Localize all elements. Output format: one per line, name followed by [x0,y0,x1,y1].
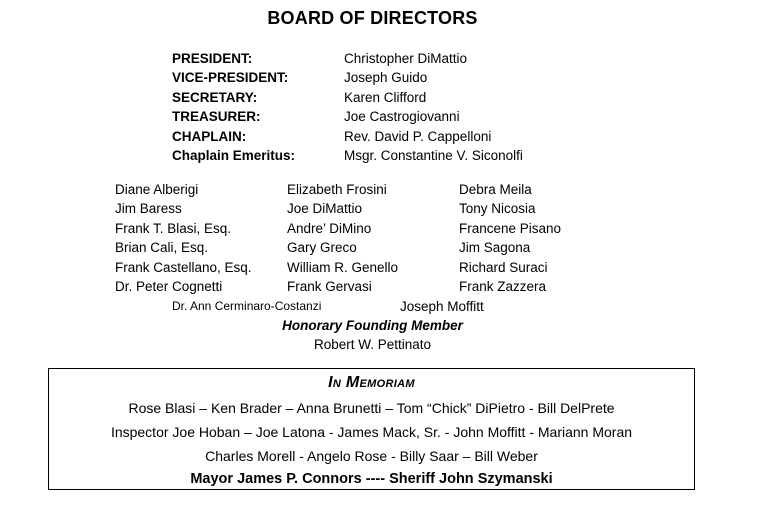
honorary-heading: Honorary Founding Member [282,318,463,333]
member-name: Brian Cali, Esq. [115,240,209,256]
member-name: Dr. Ann Cerminaro-Costanzi [172,299,322,313]
member-name: Jim Baress [115,201,182,217]
member-name: Joe DiMattio [287,201,363,217]
in-memoriam-box [48,368,695,490]
memoriam-line: Charles Morell - Angelo Rose - Billy Saar – Bill Weber [205,448,538,464]
officers-list [172,49,592,165]
officer-name: Joseph Guido [344,70,428,86]
officer-row-president [172,49,592,68]
officer-role: PRESIDENT: [172,51,253,66]
memoriam-line: Rose Blasi – Ken Brader – Anna Brunetti – Tom “Chick” DiPietro - Bill DelPrete [128,400,615,416]
page-title: BOARD OF DIRECTORS [267,8,478,28]
member-name: Diane Alberigi [115,182,199,197]
member-name: Frank Castellano, Esq. [115,259,252,275]
officer-row-chaplain [172,127,592,146]
member-name: Andre’ DiMino [287,220,372,236]
officer-row-vice-president [172,68,592,87]
member-name: Joseph Moffitt [400,299,484,314]
member-name: Francene Pisano [459,220,562,236]
officer-role: SECRETARY: [172,89,258,105]
memoriam-highlight-line: Mayor James P. Connors ---- Sheriff John Szymanski [190,471,553,487]
honorary-member-name: Robert W. Pettinato [313,337,432,352]
officer-name: Rev. David P. Cappelloni [344,128,492,144]
officer-role: Chaplain Emeritus: [172,147,296,163]
officer-row-chaplain-emeritus [172,146,592,165]
member-name: William R. Genello [287,259,399,275]
member-name: Frank Zazzera [459,278,547,294]
member-name: Frank T. Blasi, Esq. [115,220,232,236]
officer-role: VICE-PRESIDENT: [172,70,289,86]
member-name: Richard Suraci [459,259,548,275]
officer-row-secretary [172,88,592,107]
memoriam-line: Inspector Joe Hoban – Joe Latona - James Mack, Sr. - John Moffitt - Mariann Moran [110,424,633,440]
member-name: Elizabeth Frosini [287,182,387,197]
extra-members-row [0,297,768,316]
officer-role: CHAPLAIN: [172,128,247,144]
officer-name: Karen Clifford [344,89,427,105]
member-name: Debra Meila [459,182,532,197]
members-column-1 [115,180,252,296]
member-name: Dr. Peter Cognetti [115,278,223,294]
officer-row-treasurer [172,107,592,126]
officer-name: Msgr. Constantine V. Siconolfi [344,147,523,163]
member-name: Jim Sagona [459,240,531,256]
members-column-3 [459,180,561,296]
officer-role: TREASURER: [172,109,261,125]
officer-name: Joe Castrogiovanni [344,109,460,125]
members-column-2 [287,180,398,296]
member-name: Frank Gervasi [287,278,372,294]
member-name: Tony Nicosia [459,201,536,217]
memoriam-title: In Memoriam [328,374,415,391]
member-name: Gary Greco [287,240,357,256]
officer-name: Christopher DiMattio [344,51,468,66]
